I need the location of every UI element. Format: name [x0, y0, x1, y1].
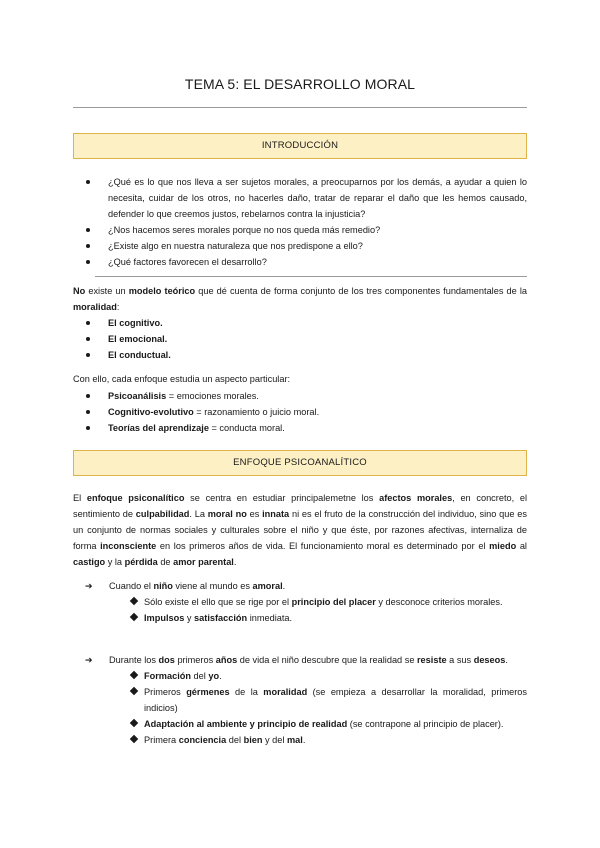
arrow-right-icon: ➔: [85, 655, 93, 665]
page-title: TEMA 5: EL DESARROLLO MORAL: [184, 76, 416, 92]
intro-divider: [95, 276, 527, 277]
approach-item: Cognitivo-evolutivo = razonamiento o juicio moral.: [73, 404, 527, 420]
intro-questions: [73, 174, 527, 270]
text-bold: No: [73, 286, 86, 296]
approaches-list: [73, 388, 527, 436]
section-banner-psicoanalitico: ENFOQUE PSICOANALÍTICO: [73, 450, 527, 476]
title-divider: [73, 107, 527, 108]
diamond-item: Primera conciencia del bien y del mal.: [73, 732, 527, 748]
approaches-lead: Con ello, cada enfoque estudia un aspecto particular:: [73, 374, 291, 384]
diamond-item: Impulsos y satisfacción inmediata.: [73, 610, 527, 626]
diamond-item: Adaptación al ambiente y principio de realidad (se contrapone al principio de placer).: [73, 716, 527, 732]
psico-paragraph: El enfoque psiconalítico se centra en estudiar principalemetne los afectos morales, en concreto, el sentimiento de culpabilidad. La moral no es innata ni es el fruto de la construcción del individuo, sino que es un conjunto de normas sociales y culturales sobre el niño y que éste, por razones afectivas, internaliza de forma inconsciente en los primeros años de vida. El funcionamiento moral es determinado por el miedo al castigo y la pérdida de amor parental.: [73, 493, 528, 567]
component-item: El conductual.: [73, 347, 527, 363]
component-item: El cognitivo.: [73, 315, 527, 331]
approach-item: Psicoanálisis = emociones morales.: [73, 388, 527, 404]
question-item: ¿Qué factores favorecen el desarrollo?: [73, 254, 527, 270]
question-item: ¿Qué es lo que nos lleva a ser sujetos morales, a preocuparnos por los demás, a ayudar a quien lo necesita, cuidar de los otros, no hacerles daño, tratar de reparar el daño que les hemos causado, defender lo que creemos justos, rebelarnos contra la injusticia?: [73, 174, 527, 222]
approach-item: Teorías del aprendizaje = conducta moral.: [73, 420, 527, 436]
section-banner-introduccion: INTRODUCCIÓN: [73, 133, 527, 159]
question-item: ¿Existe algo en nuestra naturaleza que nos predispone a ello?: [73, 238, 527, 254]
diamond-item: Formación del yo.: [73, 668, 527, 684]
arrow-right-icon: ➔: [85, 581, 93, 591]
diamond-item: Sólo existe el ello que se rige por el principio del placer y desconoce criterios morales.: [73, 594, 527, 610]
arrow-point-1: ➔ Cuando el niño viene al mundo es amoral. Sólo existe el ello que se rige por el principio del placer y desconoce criterios morales. Impulsos y satisfacción inmediata.: [73, 578, 527, 626]
components-list: [73, 315, 527, 363]
arrow-point-2: ➔ Durante los dos primeros años de vida el niño descubre que la realidad se resiste a sus deseos. Formación del yo. Primeros gérmenes de la moralidad (se empieza a desarrollar la moralidad, primeros indicios) Adaptación al ambiente y principio de realidad (se contrapone al principio de placer). Primera conciencia del bien y del mal.: [73, 652, 527, 748]
question-item: ¿Nos hacemos seres morales porque no nos queda más remedio?: [73, 222, 527, 238]
diamond-item: Primeros gérmenes de la moralidad (se empieza a desarrollar la moralidad, primeros indicios): [73, 684, 527, 716]
model-paragraph: No existe un modelo teórico que dé cuenta de forma conjunto de los tres componentes fundamentales de la moralidad:: [73, 286, 527, 312]
component-item: El emocional.: [73, 331, 527, 347]
